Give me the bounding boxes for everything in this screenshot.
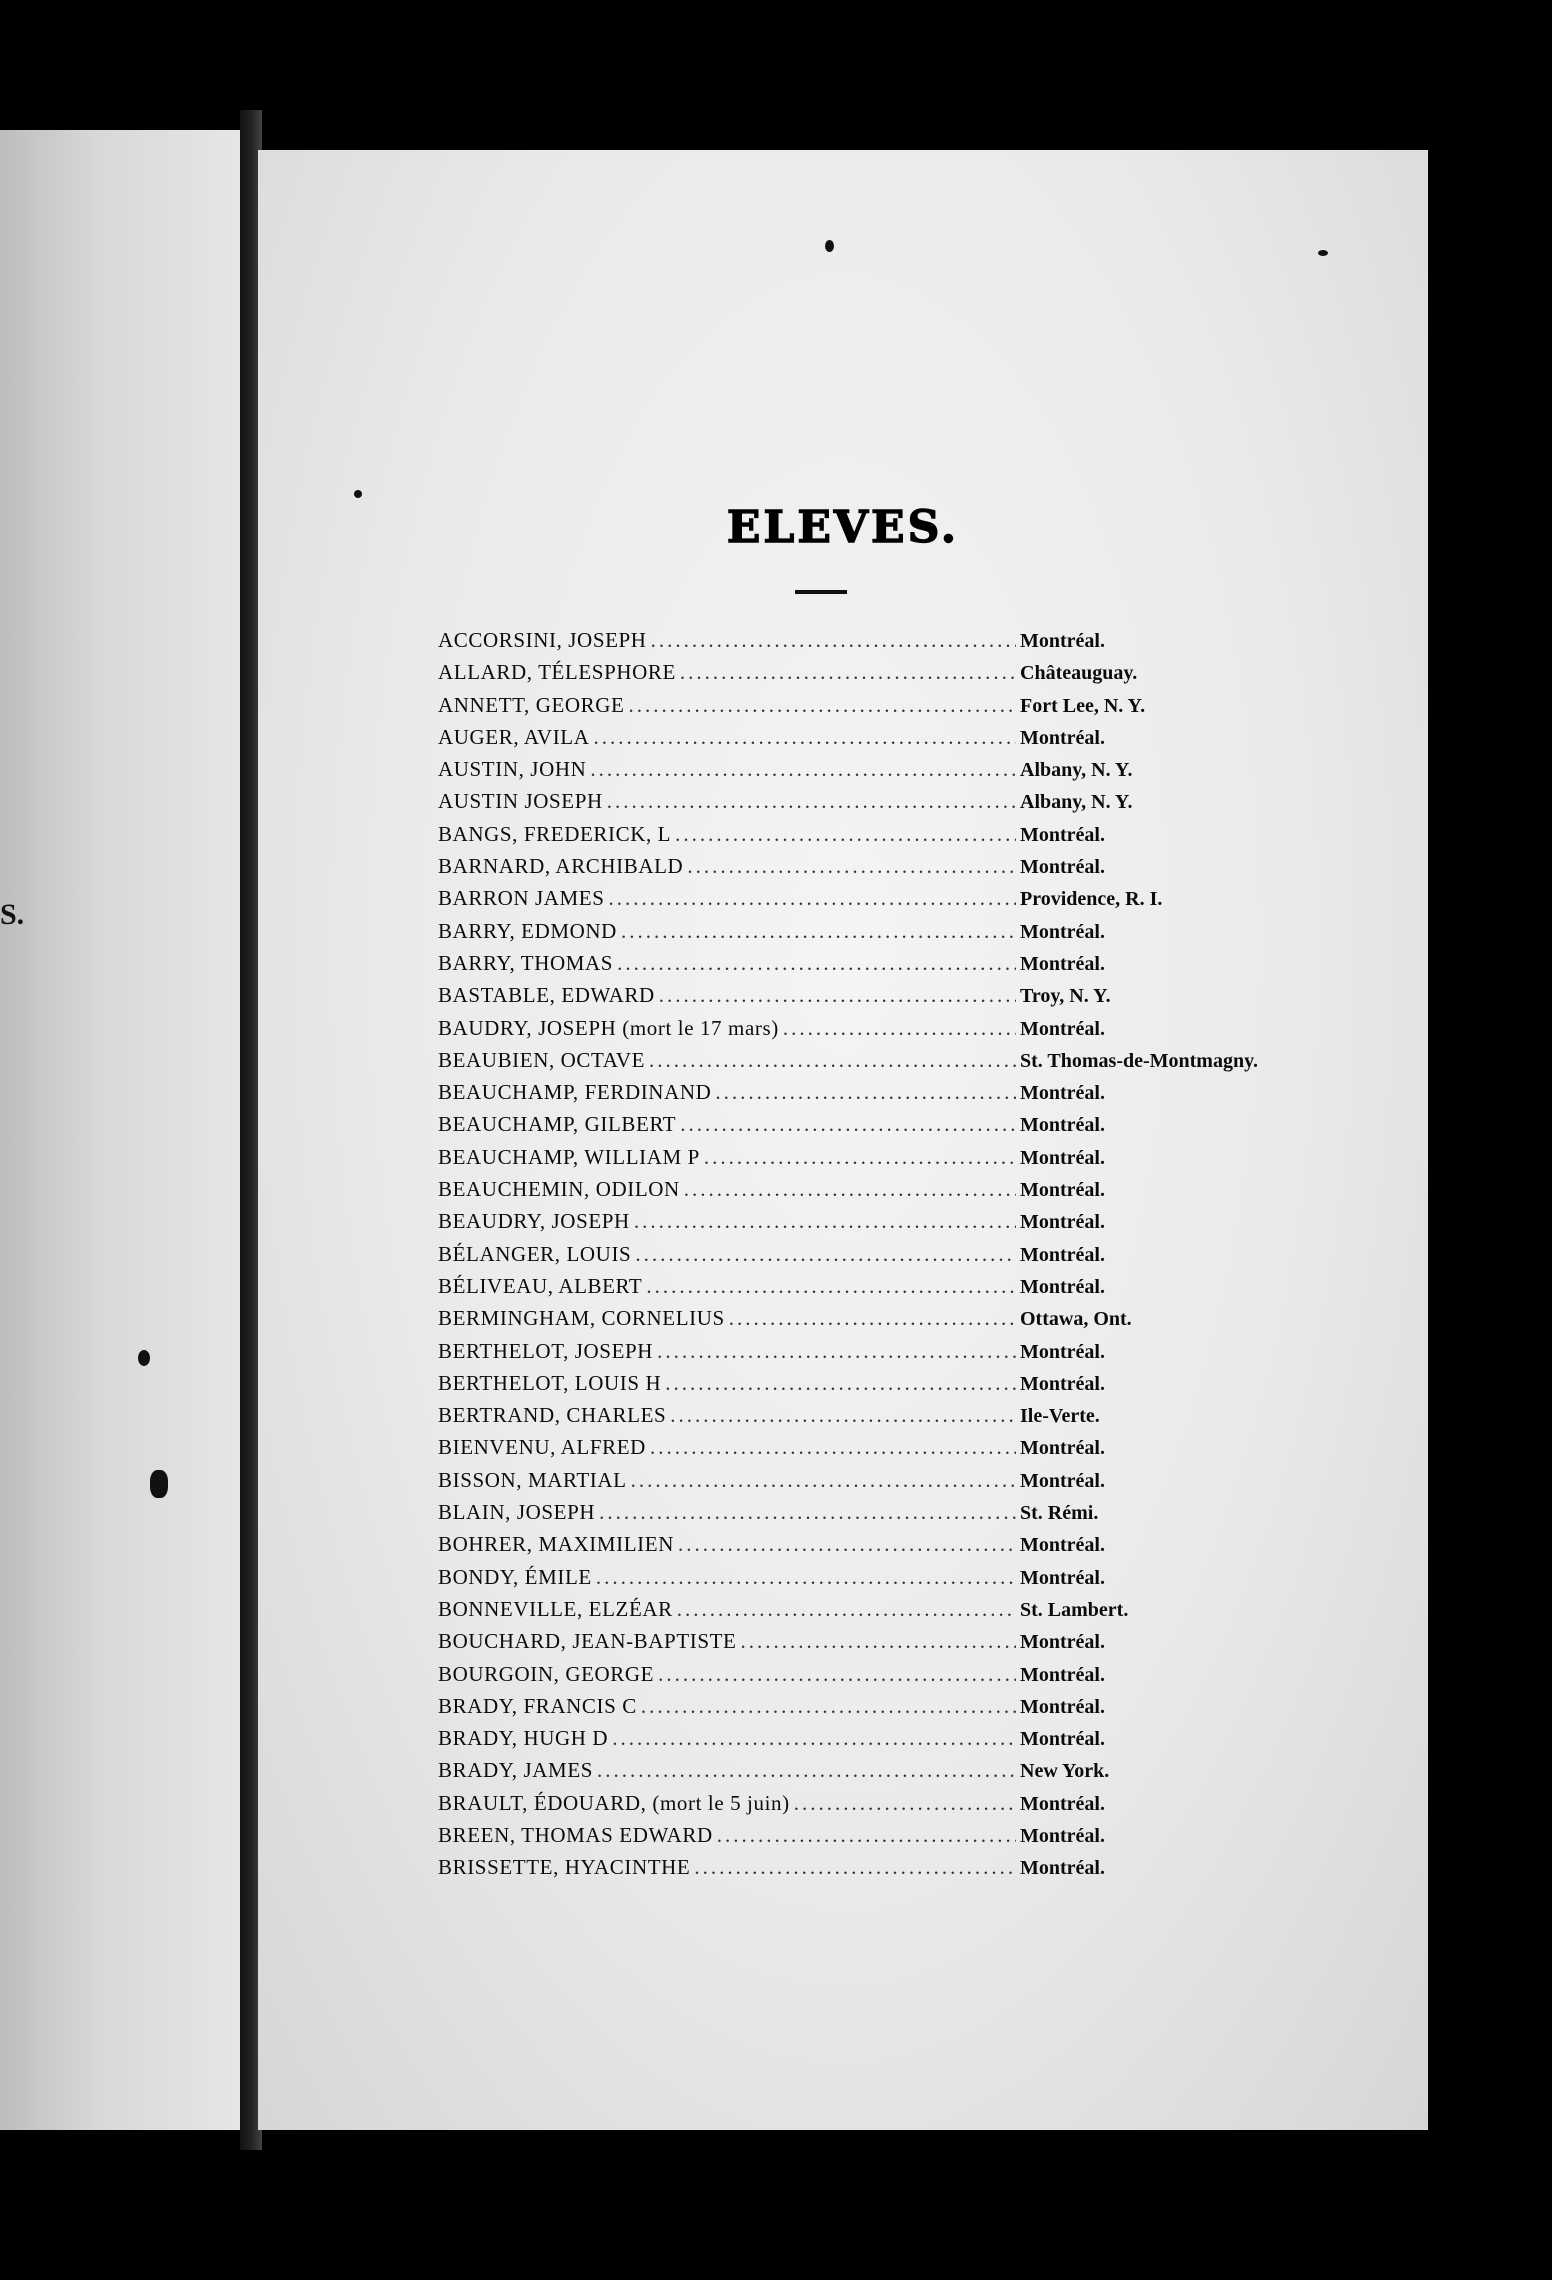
student-place: St. Thomas-de-Montmagny. xyxy=(1020,1049,1258,1072)
student-entry xyxy=(438,1048,1338,1080)
leader-dots xyxy=(678,1532,1016,1557)
student-entry xyxy=(438,1016,1338,1048)
leader-dots xyxy=(715,1080,1016,1105)
student-place: Montréal. xyxy=(1020,1792,1105,1815)
student-entry xyxy=(438,854,1338,886)
leader-dots xyxy=(646,1274,1016,1299)
student-name: ACCORSINI, JOSEPH xyxy=(438,628,647,652)
student-place: Montréal. xyxy=(1020,1566,1105,1589)
student-name: BARNARD, ARCHIBALD xyxy=(438,854,684,879)
leader-dots xyxy=(687,854,1016,879)
leader-dots xyxy=(650,1435,1016,1460)
leader-dots xyxy=(677,1597,1016,1622)
student-place: Montréal. xyxy=(1020,1695,1105,1718)
title-rule xyxy=(795,590,847,594)
leader-dots xyxy=(794,1791,1016,1816)
student-name: BONDY, ÉMILE xyxy=(438,1564,592,1589)
student-place: Montréal. xyxy=(1020,1179,1105,1202)
student-entry xyxy=(438,1371,1338,1403)
student-place: Montréal. xyxy=(1020,1534,1105,1557)
leader-dots xyxy=(658,1662,1016,1687)
student-entry xyxy=(438,1823,1338,1855)
student-name: BRISSETTE, HYACINTHE xyxy=(438,1855,691,1880)
student-place: Montréal. xyxy=(1020,1372,1105,1395)
student-place: Providence, R. I. xyxy=(1020,888,1163,911)
student-name: BARRON JAMES xyxy=(438,886,605,911)
student-entry xyxy=(438,1306,1338,1338)
student-entry xyxy=(438,1177,1338,1209)
student-place: Montréal. xyxy=(1020,1340,1105,1363)
student-place: Montréal. xyxy=(1020,1275,1105,1298)
student-entry xyxy=(438,1855,1338,1887)
student-place: Montréal. xyxy=(1020,1437,1105,1460)
left-page-fragment xyxy=(0,130,240,2130)
student-name: BEAUCHAMP, WILLIAM P xyxy=(438,1144,700,1169)
leader-dots xyxy=(659,983,1016,1008)
leader-dots xyxy=(596,1565,1016,1590)
page-title: ELEVES. xyxy=(726,502,960,553)
student-place: Montréal. xyxy=(1020,1114,1105,1137)
student-place: Montréal. xyxy=(1020,856,1105,879)
student-list xyxy=(438,628,1338,1888)
student-entry xyxy=(438,1145,1338,1177)
student-name: BEAUCHAMP, GILBERT xyxy=(438,1112,677,1137)
student-entry xyxy=(438,886,1338,918)
student-name: BARRY, EDMOND xyxy=(438,918,617,943)
leader-dots xyxy=(694,1855,1016,1880)
leader-dots xyxy=(740,1629,1016,1654)
student-entry xyxy=(438,757,1338,789)
student-name: BAUDRY, JOSEPH (mort le 17 mars) xyxy=(438,1015,779,1040)
ink-speck xyxy=(825,240,834,252)
student-name: BANGS, FREDERICK, L xyxy=(438,821,672,846)
student-entry xyxy=(438,1565,1338,1597)
student-place: Montréal. xyxy=(1020,823,1105,846)
student-entry xyxy=(438,693,1338,725)
student-entry xyxy=(438,1435,1338,1467)
student-place: Montréal. xyxy=(1020,1728,1105,1751)
ink-speck xyxy=(1318,250,1328,256)
student-name: BASTABLE, EDWARD xyxy=(438,983,655,1008)
leader-dots xyxy=(597,1758,1016,1783)
student-place: Albany, N. Y. xyxy=(1020,791,1133,814)
student-entry xyxy=(438,660,1338,692)
student-entry xyxy=(438,789,1338,821)
student-name: BOHRER, MAXIMILIEN xyxy=(438,1532,674,1557)
student-place: St. Rémi. xyxy=(1020,1502,1099,1525)
leader-dots xyxy=(621,919,1016,944)
student-name: BISSON, MARTIAL xyxy=(438,1467,627,1492)
student-name: BONNEVILLE, ELZÉAR xyxy=(438,1596,673,1621)
student-place: Montréal. xyxy=(1020,1082,1105,1105)
student-name: BERTRAND, CHARLES xyxy=(438,1403,667,1428)
leader-dots xyxy=(634,1209,1016,1234)
student-place: New York. xyxy=(1020,1760,1110,1783)
student-name: BEAUCHEMIN, ODILON xyxy=(438,1177,680,1202)
leader-dots xyxy=(665,1371,1016,1396)
student-place: Montréal. xyxy=(1020,1211,1105,1234)
leader-dots xyxy=(612,1726,1016,1751)
student-name: AUSTIN JOSEPH xyxy=(438,789,603,814)
student-place: Montréal. xyxy=(1020,1824,1105,1847)
student-name: BRAULT, ÉDOUARD, (mort le 5 juin) xyxy=(438,1790,790,1815)
leader-dots xyxy=(590,757,1016,782)
student-name: ANNETT, GEORGE xyxy=(438,692,625,717)
student-entry xyxy=(438,951,1338,983)
student-entry xyxy=(438,1791,1338,1823)
student-place: Montréal. xyxy=(1020,1017,1105,1040)
student-entry xyxy=(438,1468,1338,1500)
leader-dots xyxy=(608,886,1016,911)
student-place: Montréal. xyxy=(1020,630,1105,652)
student-entry xyxy=(438,1403,1338,1435)
student-place: Montréal. xyxy=(1020,1631,1105,1654)
student-name: BEAUDRY, JOSEPH xyxy=(438,1209,630,1234)
leader-dots xyxy=(670,1403,1016,1428)
student-place: Ile-Verte. xyxy=(1020,1405,1100,1428)
student-entry xyxy=(438,1339,1338,1371)
student-name: BOURGOIN, GEORGE xyxy=(438,1661,655,1686)
leader-dots xyxy=(651,628,1016,653)
student-entry xyxy=(438,983,1338,1015)
leader-dots xyxy=(593,725,1016,750)
student-name: BRADY, HUGH D xyxy=(438,1726,609,1751)
student-place: Montréal. xyxy=(1020,1146,1105,1169)
student-place: Albany, N. Y. xyxy=(1020,759,1133,782)
leader-dots xyxy=(599,1500,1016,1525)
leader-dots xyxy=(675,822,1016,847)
student-place: Montréal. xyxy=(1020,1243,1105,1266)
ink-speck xyxy=(138,1350,150,1366)
leader-dots xyxy=(649,1048,1016,1073)
leader-dots xyxy=(657,1339,1016,1364)
student-place: Ottawa, Ont. xyxy=(1020,1308,1132,1331)
student-name: AUGER, AVILA xyxy=(438,724,590,749)
leader-dots xyxy=(783,1016,1016,1041)
student-place: Montréal. xyxy=(1020,1857,1105,1880)
ink-speck xyxy=(150,1470,168,1498)
leader-dots xyxy=(607,789,1016,814)
student-name: BLAIN, JOSEPH xyxy=(438,1500,596,1525)
student-name: AUSTIN, JOHN xyxy=(438,757,587,782)
student-place: Montréal. xyxy=(1020,1663,1105,1686)
student-place: Montréal. xyxy=(1020,726,1105,749)
student-name: BARRY, THOMAS xyxy=(438,950,614,975)
student-name: BÉLANGER, LOUIS xyxy=(438,1241,632,1266)
student-entry xyxy=(438,1662,1338,1694)
student-entry xyxy=(438,628,1338,660)
leader-dots xyxy=(680,660,1016,685)
student-name: BERTHELOT, JOSEPH xyxy=(438,1338,654,1363)
leader-dots xyxy=(641,1694,1016,1719)
leader-dots xyxy=(628,693,1016,718)
leader-dots xyxy=(680,1112,1016,1137)
leader-dots xyxy=(717,1823,1016,1848)
student-entry xyxy=(438,1694,1338,1726)
leader-dots xyxy=(631,1468,1016,1493)
student-entry xyxy=(438,919,1338,951)
leader-dots xyxy=(704,1145,1016,1170)
left-page-text-fragment: S. xyxy=(0,898,25,931)
student-name: BEAUBIEN, OCTAVE xyxy=(438,1047,646,1072)
student-entry xyxy=(438,1500,1338,1532)
student-name: BRADY, JAMES xyxy=(438,1758,594,1783)
student-entry xyxy=(438,1597,1338,1629)
student-name: BEAUCHAMP, FERDINAND xyxy=(438,1080,712,1105)
student-name: BERMINGHAM, CORNELIUS xyxy=(438,1306,725,1331)
document-page xyxy=(258,150,1428,2130)
student-place: Montréal. xyxy=(1020,952,1105,975)
student-place: Montréal. xyxy=(1020,1469,1105,1492)
leader-dots xyxy=(617,951,1016,976)
student-name: BÉLIVEAU, ALBERT xyxy=(438,1273,643,1298)
ink-speck xyxy=(354,490,362,498)
student-entry xyxy=(438,1758,1338,1790)
leader-dots xyxy=(635,1242,1016,1267)
student-place: Fort Lee, N. Y. xyxy=(1020,694,1146,717)
student-entry xyxy=(438,1726,1338,1758)
student-name: BREEN, THOMAS EDWARD xyxy=(438,1822,713,1847)
student-name: BRADY, FRANCIS C xyxy=(438,1693,637,1718)
student-entry xyxy=(438,1274,1338,1306)
student-entry xyxy=(438,1080,1338,1112)
student-place: Montréal. xyxy=(1020,920,1105,943)
student-entry xyxy=(438,822,1338,854)
student-name: BERTHELOT, LOUIS H xyxy=(438,1370,662,1395)
leader-dots xyxy=(729,1306,1016,1331)
student-name: BOUCHARD, JEAN-BAPTISTE xyxy=(438,1629,737,1654)
student-entry xyxy=(438,1629,1338,1661)
student-place: St. Lambert. xyxy=(1020,1598,1129,1621)
student-entry xyxy=(438,1112,1338,1144)
student-entry xyxy=(438,1532,1338,1564)
student-name: ALLARD, TÉLESPHORE xyxy=(438,660,676,685)
student-name: BIENVENU, ALFRED xyxy=(438,1435,646,1460)
student-place: Châteauguay. xyxy=(1020,662,1138,685)
student-place: Troy, N. Y. xyxy=(1020,985,1111,1008)
student-entry xyxy=(438,1242,1338,1274)
student-entry xyxy=(438,1209,1338,1241)
leader-dots xyxy=(684,1177,1016,1202)
student-entry xyxy=(438,725,1338,757)
